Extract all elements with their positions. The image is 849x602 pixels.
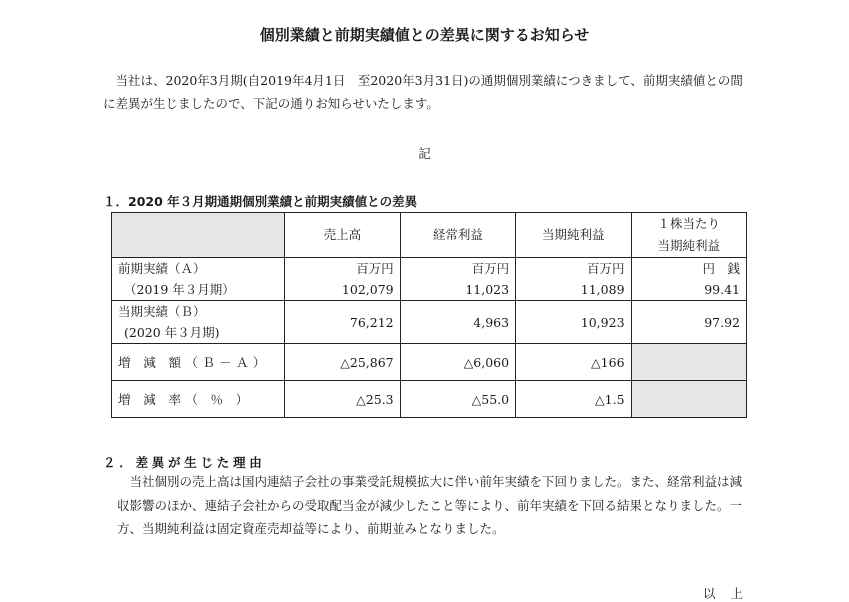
diff-sales: △25,867 <box>285 344 400 381</box>
unit-net: 百万円 <box>587 261 625 276</box>
table-row-current <box>112 301 747 344</box>
prior-sales: 102,079 <box>341 282 394 297</box>
rate-label-text: 増 減 率（ ％ ） <box>118 391 253 407</box>
current-net-income: 10,923 <box>516 301 631 344</box>
current-eps: 97.92 <box>631 301 746 344</box>
diff-label <box>112 344 285 381</box>
rate-eps-shaded <box>631 381 746 418</box>
table-row-difference <box>112 344 747 381</box>
table-row-rate <box>112 381 747 418</box>
results-table <box>111 212 747 418</box>
header-ordinary-profit: 経常利益 <box>400 213 515 258</box>
diff-net-income: △166 <box>516 344 631 381</box>
current-label-line1: 当期実績（Ｂ） <box>118 304 206 319</box>
diff-ordinary-profit: △6,060 <box>400 344 515 381</box>
closing-mark: 以上 <box>703 586 759 601</box>
document-title: 個別業績と前期実績値との差異に関するお知らせ <box>259 26 590 44</box>
header-net-income: 当期純利益 <box>516 213 631 258</box>
prior-eps-cell <box>631 258 746 301</box>
unit-sales: 百万円 <box>356 261 394 276</box>
prior-sales-cell <box>285 258 400 301</box>
reason-paragraph: 当社個別の売上高は国内連結子会社の事業受託規模拡大に伴い前年実績を下回りました。また、経常利益は減収影響のほか、連結子会社からの受取配当金が減少したこと等により、前年実績を下回る結果となりました。一方、当期純利益は固定資産売却益等により、前期並みとなりました。 <box>117 474 743 536</box>
intro-paragraph <box>103 69 753 115</box>
current-sales: 76,212 <box>285 301 400 344</box>
header-eps-line1: １株当たり <box>657 216 721 231</box>
unit-eps: 円 銭 <box>702 261 740 276</box>
current-ordinary-profit: 4,963 <box>400 301 515 344</box>
rate-sales: △25.3 <box>285 381 400 418</box>
current-label <box>112 301 285 344</box>
prior-net-income: 11,089 <box>580 282 625 297</box>
diff-eps-shaded <box>631 344 746 381</box>
prior-label <box>112 258 285 301</box>
diff-label-text: 増 減 額（Ｂ－Ａ） <box>118 354 270 370</box>
rate-net-income: △1.5 <box>516 381 631 418</box>
header-eps-line2: 当期純利益 <box>657 238 721 253</box>
section1-heading: １．2020 年３月期通期個別業績と前期実績値との差異 <box>103 194 418 209</box>
prior-ordinary-profit: 11,023 <box>465 282 510 297</box>
prior-label-line1: 前期実績（Ａ） <box>118 261 206 276</box>
unit-ordinary: 百万円 <box>471 261 510 276</box>
current-label-line2: (2020 年３月期) <box>124 325 220 340</box>
section2-heading: ２．差異が生じた理由 <box>103 455 266 470</box>
prior-label-line2: （2019 年３月期） <box>124 282 235 297</box>
header-empty-cell <box>112 213 285 258</box>
prior-ordinary-cell <box>400 258 515 301</box>
table-row-prior <box>112 258 747 301</box>
prior-net-cell <box>516 258 631 301</box>
rate-ordinary-profit: △55.0 <box>400 381 515 418</box>
ki-mark: 記 <box>418 146 431 161</box>
prior-eps: 99.41 <box>704 282 740 297</box>
intro-text: 当社は、2020年3月期(自2019年4月1日 至2020年3月31日)の通期個別業績につきまして、前期実績値との間に差異が生じましたので、下記の通りお知らせいたします。 <box>103 73 743 111</box>
table-header-row <box>112 213 747 258</box>
header-eps <box>631 213 746 258</box>
header-sales: 売上高 <box>285 213 400 258</box>
rate-label <box>112 381 285 418</box>
